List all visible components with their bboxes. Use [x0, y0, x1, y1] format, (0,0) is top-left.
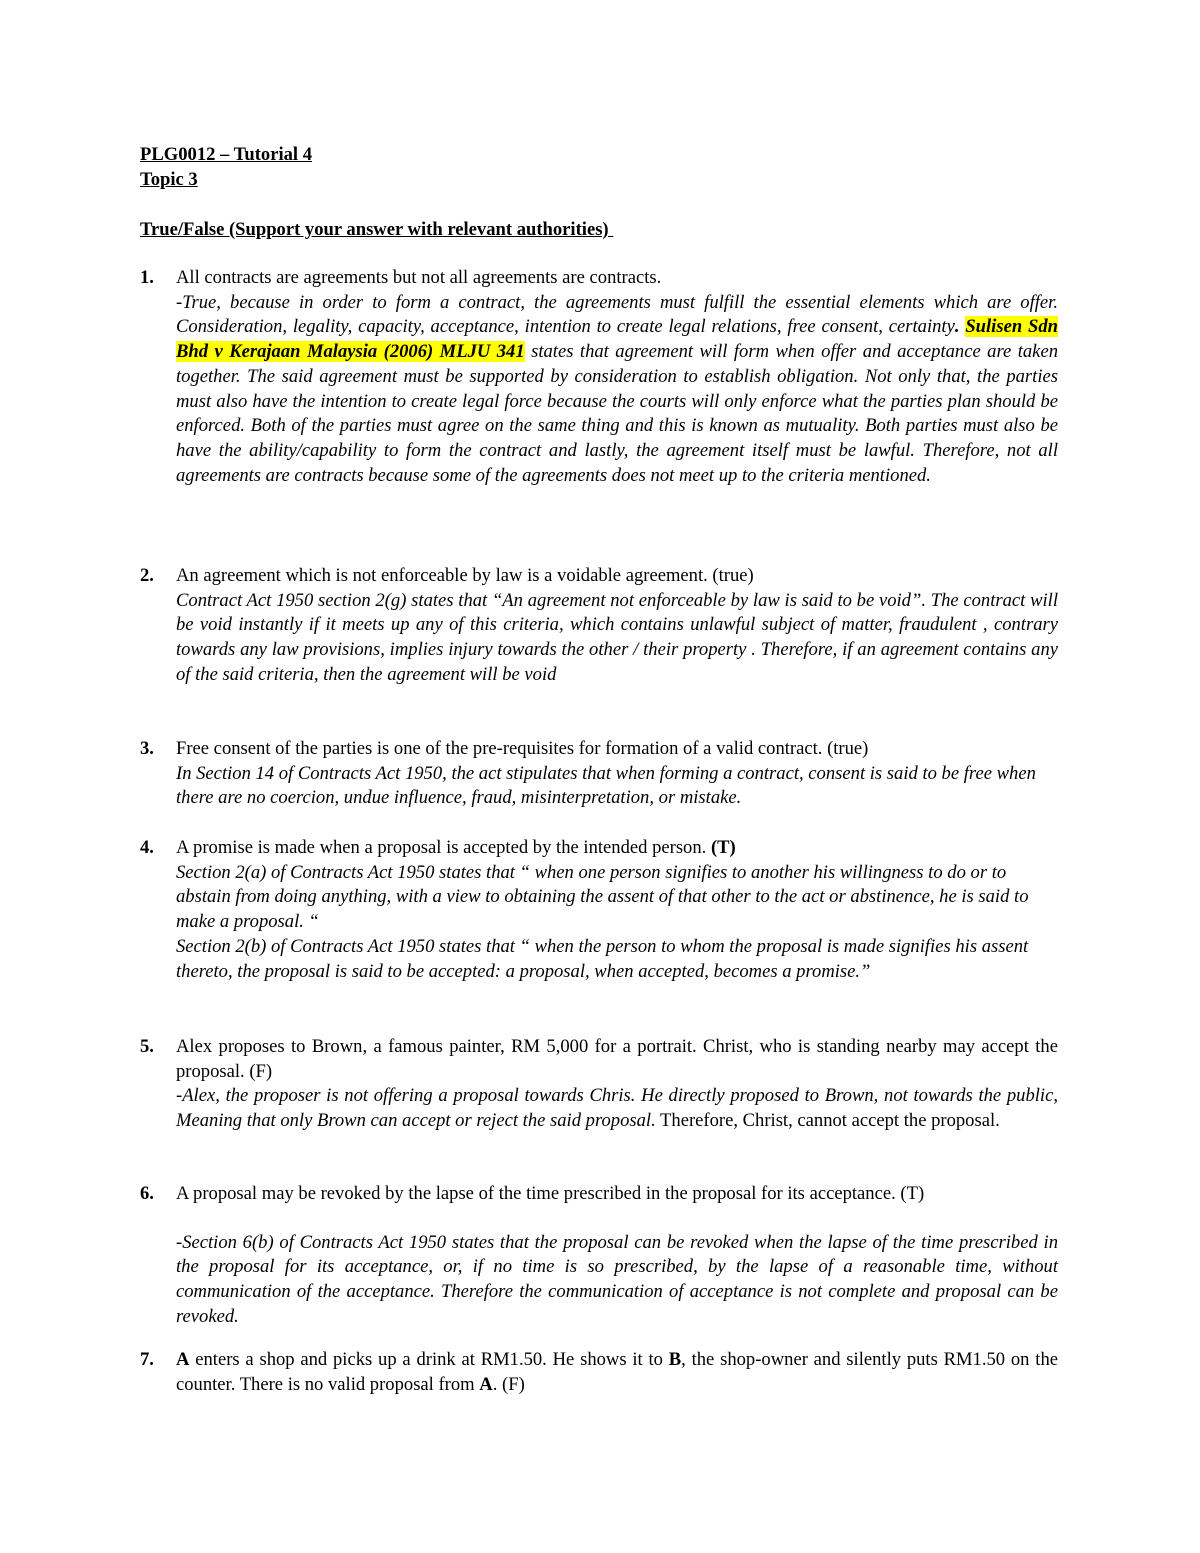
answer-section-2a: Section 2(a) of Contracts Act 1950 states that “ when one person signifies to another his willingness to do or to abstain from doing anything, with a view to obtaining the assent of that other to the act or abstinence, he is said to make a proposal. “	[176, 861, 1029, 933]
question-5	[140, 1035, 1058, 1134]
question-statement: A promise is made when a proposal is accepted by the intended person.	[176, 837, 711, 858]
party-a-label-repeat: A	[479, 1373, 493, 1395]
question-text: All contracts are agreements but not all agreements are contracts.	[176, 267, 662, 288]
question-number: 6.	[140, 1183, 154, 1204]
case-citation-highlight: Sulisen Sdn Bhd v Kerajaan Malaysia (2006) MLJU 341	[176, 316, 1058, 363]
answer-text	[176, 1084, 1058, 1133]
question-text: An agreement which is not enforceable by law is a voidable agreement. (true)	[176, 565, 754, 586]
section-heading: True/False (Support your answer with relevant authorities)	[140, 219, 614, 240]
answer-text: In Section 14 of Contracts Act 1950, the act stipulates that when forming a contract, consent is said to be free when there are no coercion, undue influence, fraud, misinterpretation, or mistake.	[176, 762, 1036, 809]
question-7	[140, 1348, 1058, 1397]
question-6	[140, 1182, 1058, 1330]
question-text	[176, 836, 1058, 861]
question-text-part-2: , the shop-owner and silently puts RM1.50 on the counter. There is no valid proposal from	[176, 1349, 1058, 1395]
topic-label: Topic 3	[140, 168, 198, 190]
question-number: 4.	[140, 837, 154, 858]
question-number: 2.	[140, 565, 154, 586]
answer-italic: -Alex, the proposer is not offering a proposal towards Chris. He directly proposed to Brown, not towards the public, Meaning that only Brown can accept or reject the said proposal.	[176, 1085, 1058, 1132]
party-a-label: A	[176, 1349, 190, 1370]
question-number: 3.	[140, 738, 154, 759]
party-b-label: B	[668, 1349, 682, 1370]
question-text-part-3: . (F)	[492, 1373, 525, 1395]
question-text: Free consent of the parties is one of the pre-requisites for formation of a valid contract. (true)	[176, 738, 869, 759]
question-1	[140, 266, 1058, 488]
question-number: 5.	[140, 1036, 154, 1057]
question-text	[176, 1348, 1058, 1397]
answer-conclusion: Therefore, Christ, cannot accept the proposal.	[655, 1110, 1000, 1132]
spacer	[176, 1207, 1058, 1231]
answer-text	[176, 291, 1058, 489]
question-2	[140, 564, 1058, 688]
question-text: Alex proposes to Brown, a famous painter, RM 5,000 for a portrait. Christ, who is standing nearby may accept the proposal. (F)	[176, 1036, 1058, 1082]
document-title: PLG0012 – Tutorial 4	[140, 144, 313, 165]
answer-period: .	[954, 316, 960, 338]
document-header	[140, 143, 1060, 192]
question-4	[140, 836, 1058, 984]
answer-intro: -True, because in order to form a contract, the agreements must fulfill the essential elements which are offer. Consideration, legality, capacity, acceptance, intention to create legal relations, free consent, certainty	[176, 291, 1058, 338]
question-number: 1.	[140, 267, 154, 288]
answer-section-2b: Section 2(b) of Contracts Act 1950 states that “ when the person to whom the proposal is made signifies his assent thereto, the proposal is said to be accepted: a proposal, when accepted, becomes a promise.”	[176, 935, 1029, 982]
question-3	[140, 737, 1058, 811]
question-number: 7.	[140, 1349, 154, 1370]
answer-text: -Section 6(b) of Contracts Act 1950 states that the proposal can be revoked when the lapse of the time prescribed in the proposal for its acceptance, or, if no time is so prescribed, by the lapse of a reasonable time, without communication of the acceptance. Therefore the communication of acceptance is not complete and proposal can be revoked.	[176, 1231, 1058, 1327]
answer-mark: (T)	[710, 837, 736, 858]
answer-text: Contract Act 1950 section 2(g) states that “An agreement not enforceable by law is said to be void”. The contract will be void instantly if it meets up any of this criteria, which contains unlawful subject of matter, fraudulent , contrary towards any law provisions, implies injury towards the other / their property . Therefore, if an agreement contains any of the said criteria, then the agreement will be void	[176, 589, 1058, 685]
question-text: A proposal may be revoked by the lapse of the time prescribed in the proposal for its acceptance. (T)	[176, 1183, 925, 1204]
answer-body: states that agreement will form when offer and acceptance are taken together. The said agreement must be supported by consideration to establish obligation. Not only that, the parties must also have the intention to create legal force because the courts will only enforce what the parties plan should be enforced. Both of the parties must agree on the same thing and this is known as mutuality. Both parties must also be have the ability/capability to form the contract and lastly, the agreement itself must be lawful. Therefore, not all agreements are contracts because some of the agreements does not meet up to the criteria mentioned.	[176, 341, 1058, 486]
question-text-part-1: enters a shop and picks up a drink at RM1.50. He shows it to	[189, 1349, 669, 1370]
